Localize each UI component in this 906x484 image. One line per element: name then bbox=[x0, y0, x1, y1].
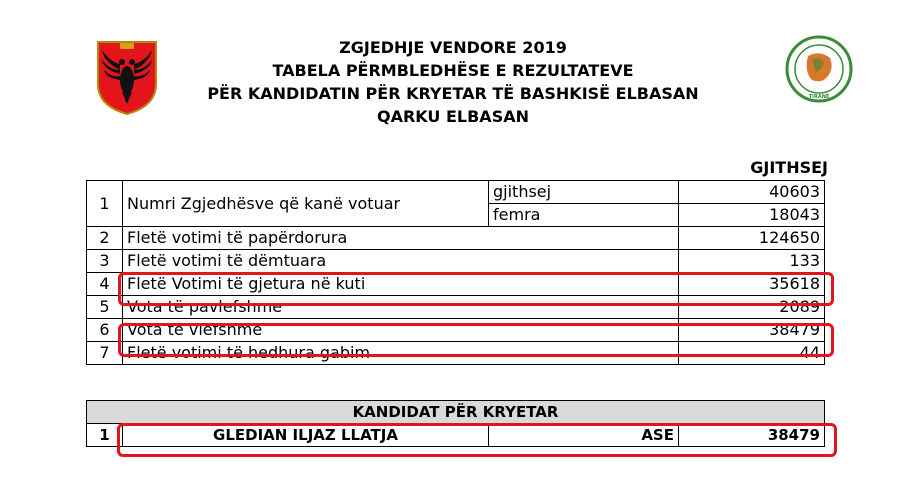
row-label: Vota të pavlefshme bbox=[123, 296, 679, 319]
row-label: Numri Zgjedhësve që kanë votuar bbox=[123, 181, 489, 227]
candidate-name: GLEDIAN ILJAZ LLATJA bbox=[123, 424, 489, 447]
table-row bbox=[87, 319, 825, 342]
row-label: Fletë Votimi të gjetura në kuti bbox=[123, 273, 679, 296]
candidate-votes: 38479 bbox=[679, 424, 825, 447]
row-number: 5 bbox=[87, 296, 123, 319]
row-value: 124650 bbox=[679, 227, 825, 250]
row-number: 3 bbox=[87, 250, 123, 273]
row-value: 44 bbox=[679, 342, 825, 365]
row-number: 1 bbox=[87, 181, 123, 227]
title-line: ZGJEDHJE VENDORE 2019 bbox=[339, 38, 567, 57]
candidate-table bbox=[86, 400, 825, 447]
table-row bbox=[87, 424, 825, 447]
row-label: Fletë votimi të dëmtuara bbox=[123, 250, 679, 273]
table-row bbox=[87, 181, 825, 204]
row-value: 18043 bbox=[679, 204, 825, 227]
row-value: 133 bbox=[679, 250, 825, 273]
candidate-party: ASE bbox=[489, 424, 679, 447]
total-column-header: GJITHSEJ bbox=[750, 158, 828, 177]
table-row bbox=[87, 227, 825, 250]
table-row bbox=[87, 296, 825, 319]
title-line: QARKU ELBASAN bbox=[377, 107, 529, 126]
row-number: 2 bbox=[87, 227, 123, 250]
sub-label: femra bbox=[489, 204, 679, 227]
row-value: 35618 bbox=[679, 273, 825, 296]
summary-table bbox=[86, 180, 825, 365]
row-number: 7 bbox=[87, 342, 123, 365]
table-row bbox=[87, 342, 825, 365]
svg-text:TIRANË: TIRANË bbox=[808, 94, 830, 100]
table-row bbox=[87, 273, 825, 296]
row-number: 4 bbox=[87, 273, 123, 296]
table-header-row bbox=[87, 401, 825, 424]
row-number: 6 bbox=[87, 319, 123, 342]
row-value: 40603 bbox=[679, 181, 825, 204]
row-value: 38479 bbox=[679, 319, 825, 342]
title-line: TABELA PËRMBLEDHËSE E REZULTATEVE bbox=[272, 61, 634, 80]
row-label: Fletë votimi të papërdorura bbox=[123, 227, 679, 250]
row-label: Fletë votimi të hedhura gabim bbox=[123, 342, 679, 365]
row-number: 1 bbox=[87, 424, 123, 447]
title-line: PËR KANDIDATIN PËR KRYETAR TË BASHKISË ELBASAN bbox=[207, 84, 699, 103]
table-row bbox=[87, 250, 825, 273]
row-value: 2089 bbox=[679, 296, 825, 319]
row-label: Vota të vlefshme bbox=[123, 319, 679, 342]
document-title bbox=[0, 36, 906, 128]
sub-label: gjithsej bbox=[489, 181, 679, 204]
candidate-table-header: KANDIDAT PËR KRYETAR bbox=[87, 401, 825, 424]
